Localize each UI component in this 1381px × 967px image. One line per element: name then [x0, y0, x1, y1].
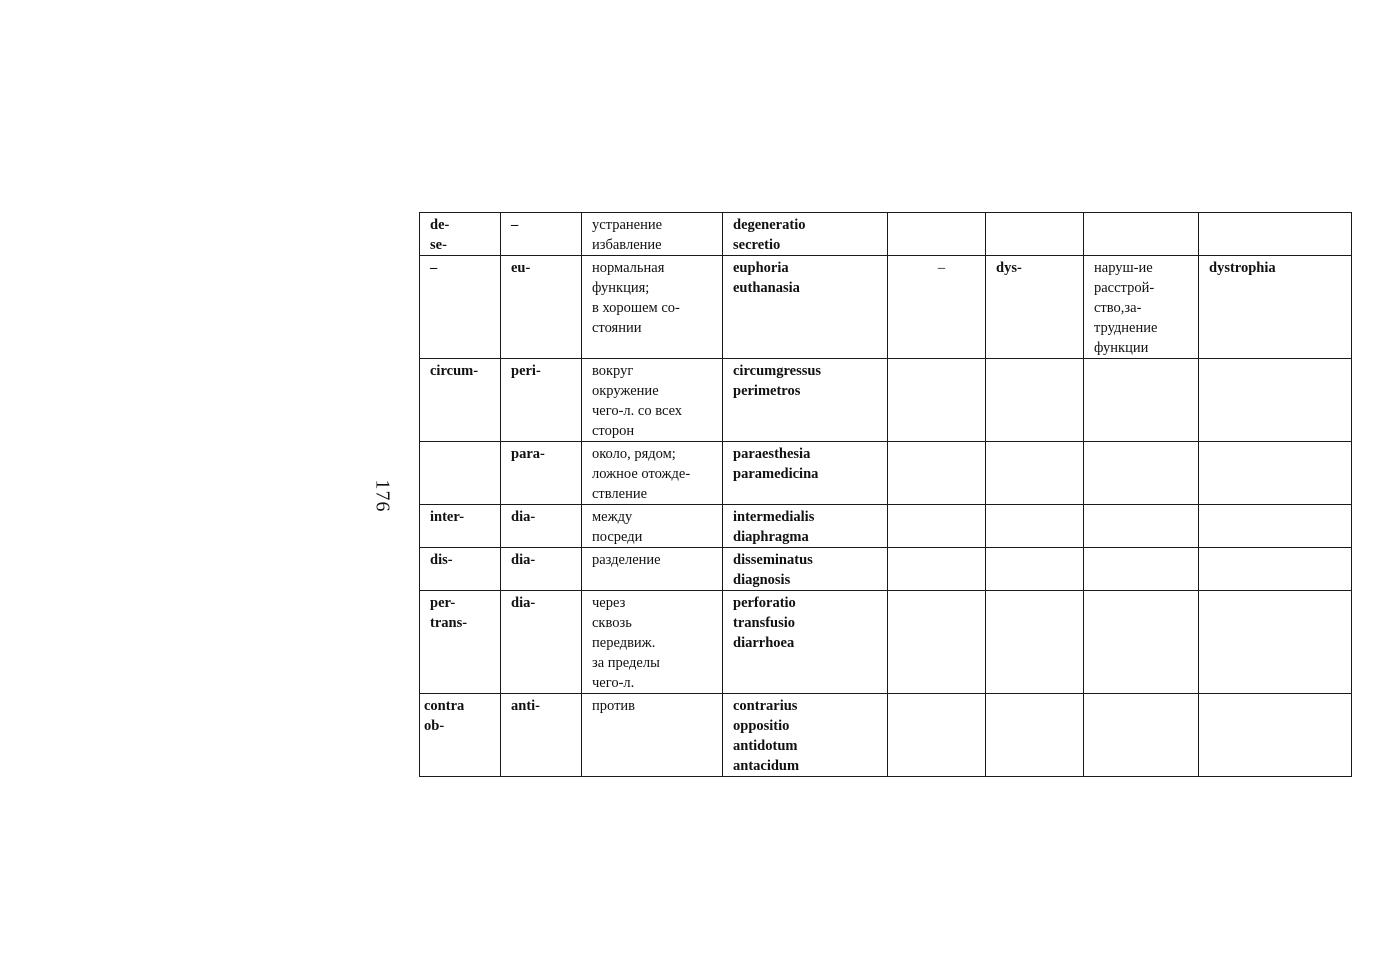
table-row	[420, 694, 1352, 777]
cell-text: circumgressus	[733, 363, 822, 379]
cell-text: наруш-ие	[1094, 260, 1153, 276]
cell-text: dia-	[511, 595, 536, 611]
cell-text: contra	[424, 698, 465, 714]
greek-prefix-cell	[501, 548, 582, 591]
cell-text: inter-	[430, 509, 465, 525]
greek-prefix-cell	[501, 591, 582, 694]
cell-text: функции	[1094, 340, 1149, 356]
cell-text: –	[430, 260, 438, 276]
cell-text: para-	[511, 446, 545, 462]
cell-text: eu-	[511, 260, 531, 276]
cell-text: за-	[1124, 300, 1142, 316]
latin-prefix-cell	[420, 256, 501, 359]
meaning-cell	[582, 213, 723, 256]
example-cell-2	[1199, 359, 1352, 442]
latin-prefix-cell-2	[888, 548, 986, 591]
cell-text: окружение	[592, 383, 659, 399]
greek-prefix-cell	[501, 213, 582, 256]
cell-text: intermedialis	[733, 509, 815, 525]
meaning-cell	[582, 591, 723, 694]
cell-text: secretio	[733, 237, 781, 253]
latin-prefix-cell	[420, 213, 501, 256]
meaning-cell	[582, 548, 723, 591]
meaning-cell	[582, 256, 723, 359]
example-cell-2	[1199, 442, 1352, 505]
cell-text: около, рядом;	[592, 446, 676, 462]
meaning-cell	[582, 442, 723, 505]
cell-text: ложное отожде-	[592, 466, 691, 482]
cell-text: euphoria	[733, 260, 789, 276]
meaning-cell-2	[1084, 359, 1199, 442]
cell-text: сторон	[592, 423, 635, 439]
cell-text: разделение	[592, 552, 661, 568]
latin-prefix-cell	[420, 591, 501, 694]
cell-text: посреди	[592, 529, 643, 545]
cell-line	[1094, 338, 1198, 358]
latin-prefix-cell	[420, 505, 501, 548]
cell-text: –	[937, 260, 946, 276]
greek-prefix-cell	[501, 442, 582, 505]
cell-text: в хорошем со-	[592, 300, 680, 316]
example-cell	[723, 505, 888, 548]
cell-text: oppositio	[733, 718, 790, 734]
meaning-cell-2	[1084, 694, 1199, 777]
latin-prefix-cell-2	[888, 694, 986, 777]
latin-prefix-cell-2	[888, 213, 986, 256]
table-row	[420, 442, 1352, 505]
greek-prefix-cell	[501, 359, 582, 442]
cell-text: избавление	[592, 237, 662, 253]
cell-text: ство,	[1094, 300, 1125, 316]
cell-text: anti-	[511, 698, 540, 714]
cell-text: perimetros	[733, 383, 801, 399]
greek-prefix-cell-2	[986, 213, 1084, 256]
latin-prefix-cell	[420, 442, 501, 505]
cell-text: сквозь	[592, 615, 632, 631]
cell-text: стоянии	[592, 320, 642, 336]
meaning-cell-2	[1084, 256, 1199, 359]
greek-prefix-cell-2	[986, 442, 1084, 505]
example-cell	[723, 591, 888, 694]
latin-prefix-cell-2	[888, 442, 986, 505]
cell-text: вокруг	[592, 363, 634, 379]
cell-text: contrarius	[733, 698, 798, 714]
cell-text: dystrophia	[1209, 260, 1276, 276]
example-cell-2	[1199, 505, 1352, 548]
cell-line	[1094, 318, 1198, 338]
latin-prefix-cell	[420, 359, 501, 442]
cell-line	[1094, 298, 1198, 318]
cell-text: труднение	[1094, 320, 1158, 336]
example-cell	[723, 694, 888, 777]
cell-text: dys-	[996, 260, 1022, 276]
meaning-cell	[582, 694, 723, 777]
cell-text: dis-	[430, 552, 453, 568]
greek-prefix-cell-2	[986, 359, 1084, 442]
cell-text: чего-л. со всех	[592, 403, 683, 419]
cell-text: за пределы	[592, 655, 660, 671]
table-row	[420, 505, 1352, 548]
cell-text: через	[592, 595, 626, 611]
latin-prefix-cell	[420, 548, 501, 591]
example-cell	[723, 359, 888, 442]
cell-text: –	[511, 217, 519, 233]
greek-prefix-cell-2	[986, 256, 1084, 359]
cell-text: dia-	[511, 509, 536, 525]
page-number: 176	[371, 479, 394, 513]
cell-text: se-	[430, 237, 447, 253]
latin-prefix-cell	[420, 694, 501, 777]
cell-text: trans-	[430, 615, 468, 631]
example-cell	[723, 548, 888, 591]
cell-text: paraesthesia	[733, 446, 811, 462]
cell-text: antacidum	[733, 758, 800, 774]
table-row	[420, 256, 1352, 359]
cell-text: peri-	[511, 363, 541, 379]
meaning-cell	[582, 505, 723, 548]
cell-line	[1094, 278, 1198, 298]
greek-prefix-cell-2	[986, 548, 1084, 591]
table-row	[420, 548, 1352, 591]
greek-prefix-cell-2	[986, 694, 1084, 777]
greek-prefix-cell-2	[986, 505, 1084, 548]
greek-prefix-cell	[501, 256, 582, 359]
cell-line	[1094, 258, 1198, 278]
cell-text: diarrhoea	[733, 635, 795, 651]
cell-text: между	[592, 509, 633, 525]
cell-text: de-	[430, 217, 450, 233]
meaning-cell-2	[1084, 548, 1199, 591]
cell-text: передвиж.	[592, 635, 656, 651]
greek-prefix-cell-2	[986, 591, 1084, 694]
cell-text: diagnosis	[733, 572, 791, 588]
table-row	[420, 591, 1352, 694]
cell-text: per-	[430, 595, 456, 611]
cell-text: circum-	[430, 363, 479, 379]
example-cell-2	[1199, 694, 1352, 777]
example-cell	[723, 442, 888, 505]
example-cell-2	[1199, 256, 1352, 359]
cell-text: diaphragma	[733, 529, 809, 545]
cell-text: antidotum	[733, 738, 798, 754]
example-cell-2	[1199, 548, 1352, 591]
meaning-cell-2	[1084, 505, 1199, 548]
example-cell	[723, 213, 888, 256]
cell-text: perforatio	[733, 595, 796, 611]
cell-text: euthanasia	[733, 280, 800, 296]
example-cell-2	[1199, 591, 1352, 694]
meaning-cell-2	[1084, 213, 1199, 256]
table-row	[420, 359, 1352, 442]
cell-text: paramedicina	[733, 466, 819, 482]
latin-prefix-cell-2	[888, 256, 986, 359]
example-cell	[723, 256, 888, 359]
cell-text: чего-л.	[592, 675, 635, 691]
example-cell-2	[1199, 213, 1352, 256]
latin-prefix-cell-2	[888, 359, 986, 442]
meaning-cell-2	[1084, 591, 1199, 694]
cell-text: dia-	[511, 552, 536, 568]
prefix-table	[419, 212, 1352, 777]
cell-text: transfusio	[733, 615, 796, 631]
cell-text: расстрой-	[1094, 280, 1155, 296]
latin-prefix-cell-2	[888, 505, 986, 548]
cell-text: degeneratio	[733, 217, 806, 233]
meaning-cell	[582, 359, 723, 442]
cell-text: функция;	[592, 280, 650, 296]
cell-text: против	[592, 698, 636, 714]
cell-text: disseminatus	[733, 552, 813, 568]
cell-text: ствление	[592, 486, 648, 502]
latin-prefix-cell-2	[888, 591, 986, 694]
meaning-cell-2	[1084, 442, 1199, 505]
cell-text: ob-	[424, 718, 445, 734]
cell-text: устранение	[592, 217, 663, 233]
table-body	[420, 213, 1352, 777]
table-row	[420, 213, 1352, 256]
greek-prefix-cell	[501, 505, 582, 548]
greek-prefix-cell	[501, 694, 582, 777]
cell-text: нормальная	[592, 260, 665, 276]
